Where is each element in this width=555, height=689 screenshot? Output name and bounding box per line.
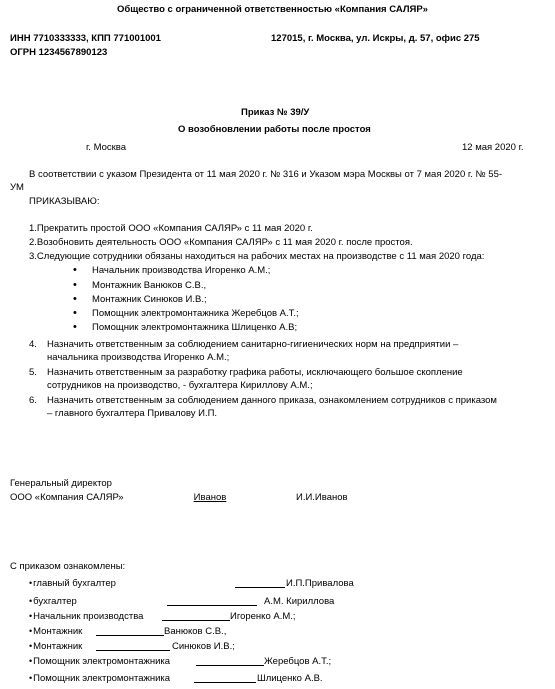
order-number: Приказ № 39/У xyxy=(241,107,310,118)
ack-name: А.М. Кириллова xyxy=(264,596,335,607)
ack-name: Шлиценко А.В. xyxy=(257,673,323,684)
ack-row xyxy=(29,641,82,652)
signature-line xyxy=(96,641,170,651)
item-5-number: 5. xyxy=(29,367,37,378)
director-signature: Иванов xyxy=(193,492,227,503)
ack-role: Монтажник xyxy=(33,641,83,652)
item-5-line-1: Назначить ответственным за разработку графика работы, исключающего большое скопление xyxy=(47,367,463,378)
ack-row xyxy=(29,578,116,589)
item-2: 2.Возобновить деятельность ООО «Компания САЛЯР» с 11 мая 2020 г. после простоя. xyxy=(29,237,413,248)
ack-role: Помощник электромонтажника xyxy=(33,656,171,667)
ack-role: Помощник электромонтажника xyxy=(33,673,171,684)
item-6-number: 6. xyxy=(29,395,37,406)
order-city: г. Москва xyxy=(86,142,127,153)
employee-item: • Монтажник Ванюков С.В., xyxy=(92,280,206,291)
ack-row xyxy=(29,656,170,667)
preamble-line-2: УМ xyxy=(10,182,24,193)
employee-item: • Помощник электромонтажника Шлиценко А.В; xyxy=(92,322,297,333)
company-full-name: Общество с ограниченной ответственностью «Компания САЛЯР» xyxy=(117,4,428,15)
signature-line xyxy=(196,656,264,666)
director-position: Генеральный директор xyxy=(10,478,112,489)
ack-row xyxy=(29,673,170,684)
ack-role: бухгалтер xyxy=(33,596,77,607)
ack-name: Ванюков С.В., xyxy=(164,626,227,637)
signature-line xyxy=(167,596,257,606)
ack-name: Игоренко А.М.; xyxy=(230,611,296,622)
item-3: 3.Следующие сотрудники обязаны находиться на рабочих местах на производстве с 11 мая 2020 года: xyxy=(29,251,485,262)
signature-line xyxy=(235,578,285,588)
ack-name: И.П.Привалова xyxy=(286,578,354,589)
item-4-line-2: начальника производства Игоренко А.М.; xyxy=(47,352,230,363)
ack-role: Начальник производства xyxy=(33,611,144,622)
item-5-line-2: сотрудников на производство, - бухгалтера Кириллову А.М.; xyxy=(47,380,313,391)
signature-line xyxy=(194,673,256,683)
director-company: ООО «Компания САЛЯР» xyxy=(10,492,124,503)
ack-role: главный бухгалтер xyxy=(33,578,116,589)
order-subject: О возобновлении работы после простоя xyxy=(178,124,371,135)
order-date: 12 мая 2020 г. xyxy=(462,142,524,153)
order-command: ПРИКАЗЫВАЮ: xyxy=(29,196,100,207)
item-6-line-1: Назначить ответственным за соблюдением данного приказа, ознакомлением сотрудников с приказом xyxy=(47,395,497,406)
inn-kpp: ИНН 7710333333, КПП 771001001 xyxy=(10,33,161,44)
ack-role: Монтажник xyxy=(33,626,83,637)
ack-name: Жеребцов А.Т.; xyxy=(264,656,332,667)
ack-name: Синюков И.В.; xyxy=(172,641,235,652)
preamble-line-1: В соответствии с указом Президента от 11 мая 2020 г. № 316 и Указом мэра Москвы от 7 мая 2020 г. № 55- xyxy=(29,169,503,180)
ogrn: ОГРН 1234567890123 xyxy=(10,47,108,58)
item-4-number: 4. xyxy=(29,339,37,350)
signature-line xyxy=(96,626,164,636)
ack-row xyxy=(29,596,77,607)
ack-row xyxy=(29,626,82,637)
company-address: 127015, г. Москва, ул. Искры, д. 57, офис 275 xyxy=(271,33,480,44)
item-4-line-1: Назначить ответственным за соблюдением санитарно-гигиенических норм на предприятии – xyxy=(47,339,459,350)
employee-item: • Помощник электромонтажника Жеребцов А.Т.; xyxy=(92,308,299,319)
item-1: 1.Прекратить простой ООО «Компания САЛЯР» с 11 мая 2020 г. xyxy=(29,223,313,234)
acknowledgement-title: С приказом ознакомлены: xyxy=(10,561,126,572)
director-name: И.И.Иванов xyxy=(296,492,348,503)
ack-row xyxy=(29,611,143,622)
employee-item: • Начальник производства Игоренко А.М.; xyxy=(92,265,270,276)
employee-item: • Монтажник Синюков И.В.; xyxy=(92,294,207,305)
signature-line xyxy=(162,611,230,621)
item-6-line-2: – главного бухгалтера Привалову И.П. xyxy=(47,408,218,419)
